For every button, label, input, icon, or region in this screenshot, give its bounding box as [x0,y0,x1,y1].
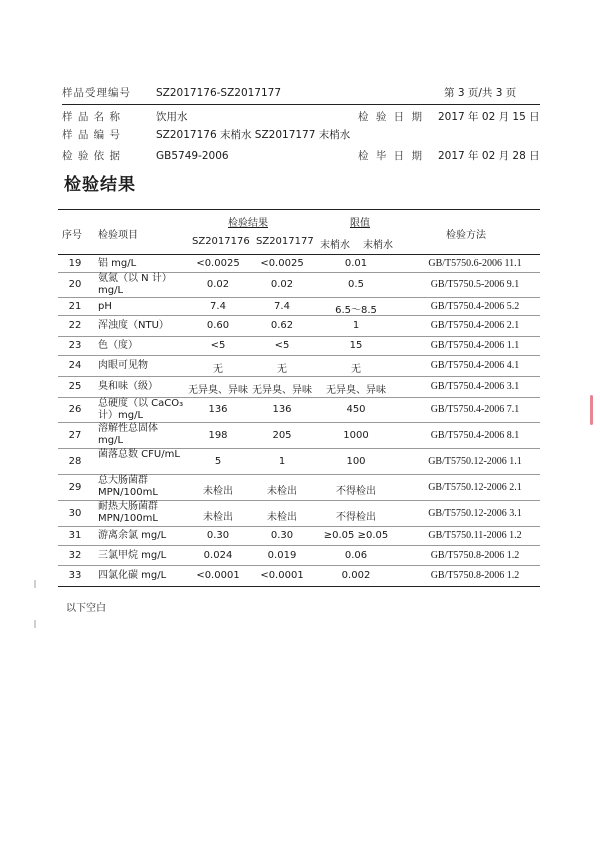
table-row [58,546,540,566]
row-item: 四氯化碳 mg/L [98,570,167,581]
test-date-value: 2017 年 02 月 15 日 [438,111,540,123]
row-result-2: 未检出 [267,512,297,523]
row-result-2: 136 [272,404,292,415]
table-row [58,566,540,587]
row-no: 33 [68,570,82,581]
row-no: 26 [68,404,82,415]
row-no: 22 [68,320,82,331]
row-result-1: 0.60 [206,320,230,331]
row-no: 31 [68,530,82,541]
row-no: 27 [68,430,82,441]
sample-no-label: 样品受理编号 [62,87,131,99]
row-no: 28 [68,456,82,467]
row-item: 游离余氯 mg/L [98,530,167,541]
row-item: 总硬度（以 CaCO₃ 计）mg/L [98,398,184,421]
table-row [58,475,540,501]
row-result-2: 205 [272,430,292,441]
row-item: 溶解性总固体 mg/L [98,423,158,446]
row-item: 色（度） [98,340,138,351]
row-no: 30 [68,508,82,519]
row-method: GB/T5750.4-2006 7.1 [430,404,520,415]
row-item: 菌落总数 CFU/mL [98,449,180,460]
table-row [58,423,540,449]
row-result-2: 未检出 [267,486,297,497]
row-no: 21 [68,301,82,312]
row-no: 24 [68,360,82,371]
row-result-2: <5 [274,340,290,351]
page-title: 检验结果 [64,175,136,195]
row-result-2: 1 [278,456,286,467]
row-result-2: 0.019 [267,550,297,561]
row-result-1: 198 [208,430,228,441]
row-method: GB/T5750.4-2006 1.1 [430,340,520,351]
row-result-2: 无 [277,364,287,375]
row-item: 三氯甲烷 mg/L [98,550,167,561]
basis-value: GB5749-2006 [156,150,229,162]
table-body [58,255,540,587]
row-result-1: 7.4 [210,301,226,312]
page-indicator: 第 3 页/共 3 页 [444,87,517,99]
row-result-1: 无异臭、异味 [188,385,248,396]
row-item: 浑浊度（NTU） [98,320,169,331]
row-method: GB/T5750.11-2006 1.2 [428,530,522,541]
row-result-2: 7.4 [274,301,290,312]
binding-mark [34,620,36,628]
table-row [58,449,540,475]
row-no: 25 [68,381,82,392]
row-limit: 0.5 [348,279,364,290]
col-limit-header: 限值 [350,218,370,229]
row-result-1: <5 [210,340,226,351]
row-limit: 450 [346,404,366,415]
table-row [58,501,540,527]
row-result-2: 0.62 [270,320,294,331]
report-date-label: 检 毕 日 期 [358,150,425,162]
row-method: GB/T5750.4-2006 4.1 [430,360,520,371]
row-method: GB/T5750.4-2006 5.2 [430,301,520,312]
row-item: 肉眼可见物 [98,360,148,371]
table-row [58,337,540,356]
col-r2-header: SZ2017177 [256,236,314,247]
end-of-report-note: 以下空白 [66,603,106,614]
row-item: 臭和味（级） [98,381,158,392]
row-method: GB/T5750.4-2006 2.1 [430,320,520,331]
header-row-sample-no [62,86,542,102]
row-result-1: <0.0025 [196,258,240,269]
basis-label: 检 验 依 据 [62,150,122,162]
row-result-1: 无 [213,364,223,375]
row-item: 氨氮（以 N 计）mg/L [98,273,172,296]
row-item: 铝 mg/L [98,258,137,269]
red-seal-edge [590,395,593,425]
row-limit: 0.06 [344,550,368,561]
row-result-1: 5 [214,456,222,467]
row-item: 总大肠菌群 MPN/100mL [98,475,158,498]
results-table [58,209,540,587]
table-row [58,316,540,337]
col-item-header: 检验项目 [98,230,138,241]
header-divider [62,104,540,105]
sample-no-value: SZ2017176-SZ2017177 [156,87,282,99]
row-result-1: 136 [208,404,228,415]
row-result-1: 0.30 [206,530,230,541]
row-method: GB/T5750.6-2006 11.1 [428,258,522,269]
col-results-header: 检验结果 [228,218,268,229]
sample-name-label: 样 品 名 称 [62,111,122,123]
row-method: GB/T5750.4-2006 8.1 [430,430,520,441]
row-result-2: 0.02 [270,279,294,290]
row-result-2: <0.0001 [260,570,304,581]
table-row [58,377,540,398]
table-row [58,298,540,316]
sample-name-value: 饮用水 [156,111,188,123]
row-no: 20 [68,279,82,290]
table-header [58,209,540,255]
sample-id-value: SZ2017176 末梢水 SZ2017177 末梢水 [156,129,351,141]
test-date-label: 检 验 日 期 [358,111,425,123]
row-limit: 6.5～8.5 [335,305,377,316]
col-r1-header: SZ2017176 [192,236,250,247]
row-limit: 不得检出 [336,486,376,497]
row-limit: 无异臭、异味 [326,385,386,396]
row-method: GB/T5750.4-2006 3.1 [430,381,520,392]
col-method-header: 检验方法 [446,230,486,241]
row-method: GB/T5750.8-2006 1.2 [430,570,520,581]
row-result-2: 0.30 [270,530,294,541]
row-limit: 1 [352,320,360,331]
row-result-2: 无异臭、异味 [252,385,312,396]
row-no: 32 [68,550,82,561]
binding-mark [34,580,36,588]
row-no: 23 [68,340,82,351]
report-date-value: 2017 年 02 月 28 日 [438,150,540,162]
row-method: GB/T5750.12-2006 2.1 [428,482,522,493]
table-row [58,273,540,298]
row-result-1: 0.02 [206,279,230,290]
row-no: 29 [68,482,82,493]
row-method: GB/T5750.8-2006 1.2 [430,550,520,561]
row-limit: 0.002 [341,570,371,581]
row-limit: 不得检出 [336,512,376,523]
table-row [58,398,540,423]
row-item: 耐热大肠菌群 MPN/100mL [98,501,158,524]
row-result-1: 0.024 [203,550,233,561]
row-limit: 0.01 [344,258,368,269]
sample-id-label: 样 品 编 号 [62,129,122,141]
row-no: 19 [68,258,82,269]
row-item: pH [98,301,112,312]
row-result-1: 未检出 [203,486,233,497]
row-limit: 1000 [343,430,369,441]
row-result-1: 未检出 [203,512,233,523]
row-limit: 无 [351,364,361,375]
col-limit-a-header: 末梢水 [320,240,350,251]
col-limit-b-header: 末梢水 [363,240,393,251]
row-result-2: <0.0025 [260,258,304,269]
table-row [58,527,540,546]
row-result-1: <0.0001 [196,570,240,581]
table-row [58,255,540,273]
row-limit: 15 [349,340,363,351]
row-method: GB/T5750.12-2006 1.1 [428,456,522,467]
col-no-header: 序号 [62,230,82,241]
row-method: GB/T5750.12-2006 3.1 [428,508,522,519]
table-row [58,356,540,377]
row-limit: 100 [346,456,366,467]
row-limit: ≥0.05 ≥0.05 [323,530,389,541]
row-method: GB/T5750.5-2006 9.1 [430,279,520,290]
